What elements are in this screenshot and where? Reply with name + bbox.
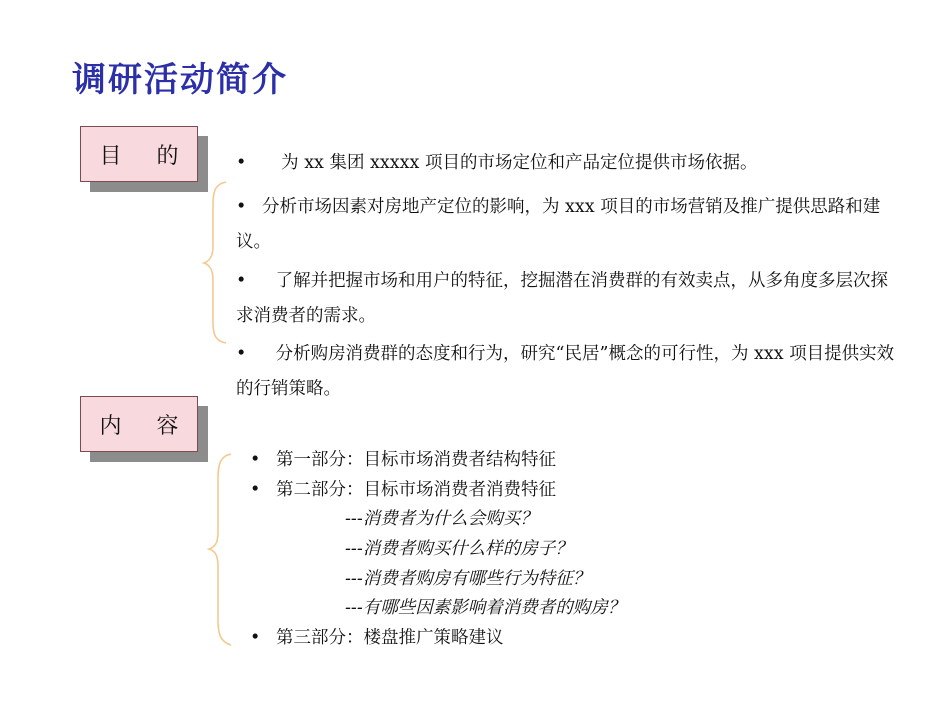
content-label-box: [80, 396, 198, 452]
list-item: [250, 476, 625, 506]
purpose-item-3: [236, 264, 904, 334]
page-title: 调研活动简介: [72, 60, 288, 100]
sub-list-item: ---有哪些因素影响着消费者的购房？: [345, 598, 626, 619]
content-brace: [205, 452, 235, 647]
purpose-label: 目 的: [80, 126, 198, 182]
sub-list-item: ---消费者购房有哪些行为特征？: [345, 568, 591, 589]
list-item-text: 第一部分：目标市场消费者结构特征: [276, 450, 556, 470]
content-list: [250, 446, 625, 654]
purpose-item-text: 分析购房消费群的态度和行为，研究“民居”概念的可行性，为 xxx 项目提供实效的行销策略。: [236, 344, 895, 399]
bullet: •: [250, 479, 261, 500]
purpose-item-1: [236, 146, 904, 181]
purpose-item-text: 为 xx 集团 xxxxx 项目的市场定位和产品定位提供市场依据。: [270, 153, 758, 173]
purpose-item-text: 了解并把握市场和用户的特征，挖掘潜在消费群的有效卖点，从多角度多层次探求消费者的需求。: [236, 271, 889, 326]
purpose-item-2: [236, 190, 904, 260]
sub-list-item: ---消费者购买什么样的房子？: [345, 539, 573, 560]
list-item: [250, 624, 625, 654]
content-label: 内 容: [80, 396, 198, 452]
purpose-brace: [200, 180, 230, 345]
bullet: •: [236, 197, 247, 217]
bullet: •: [250, 450, 261, 470]
bullet: •: [236, 271, 247, 291]
sub-list-item: ---消费者为什么会购买？: [345, 509, 538, 530]
purpose-label-box: [80, 126, 198, 182]
purpose-item-4: [236, 337, 904, 407]
list-item-text: 第三部分：楼盘推广策略建议: [276, 628, 504, 649]
purpose-item-text: 分析市场因素对房地产定位的影响，为 xxx 项目的市场营销及推广提供思路和建议。: [236, 197, 881, 252]
list-item: [250, 446, 625, 476]
list-item-text: 第二部分：目标市场消费者消费特征: [276, 479, 556, 500]
bullet: •: [250, 628, 261, 649]
bullet: •: [236, 153, 247, 173]
bullet: •: [236, 344, 247, 364]
